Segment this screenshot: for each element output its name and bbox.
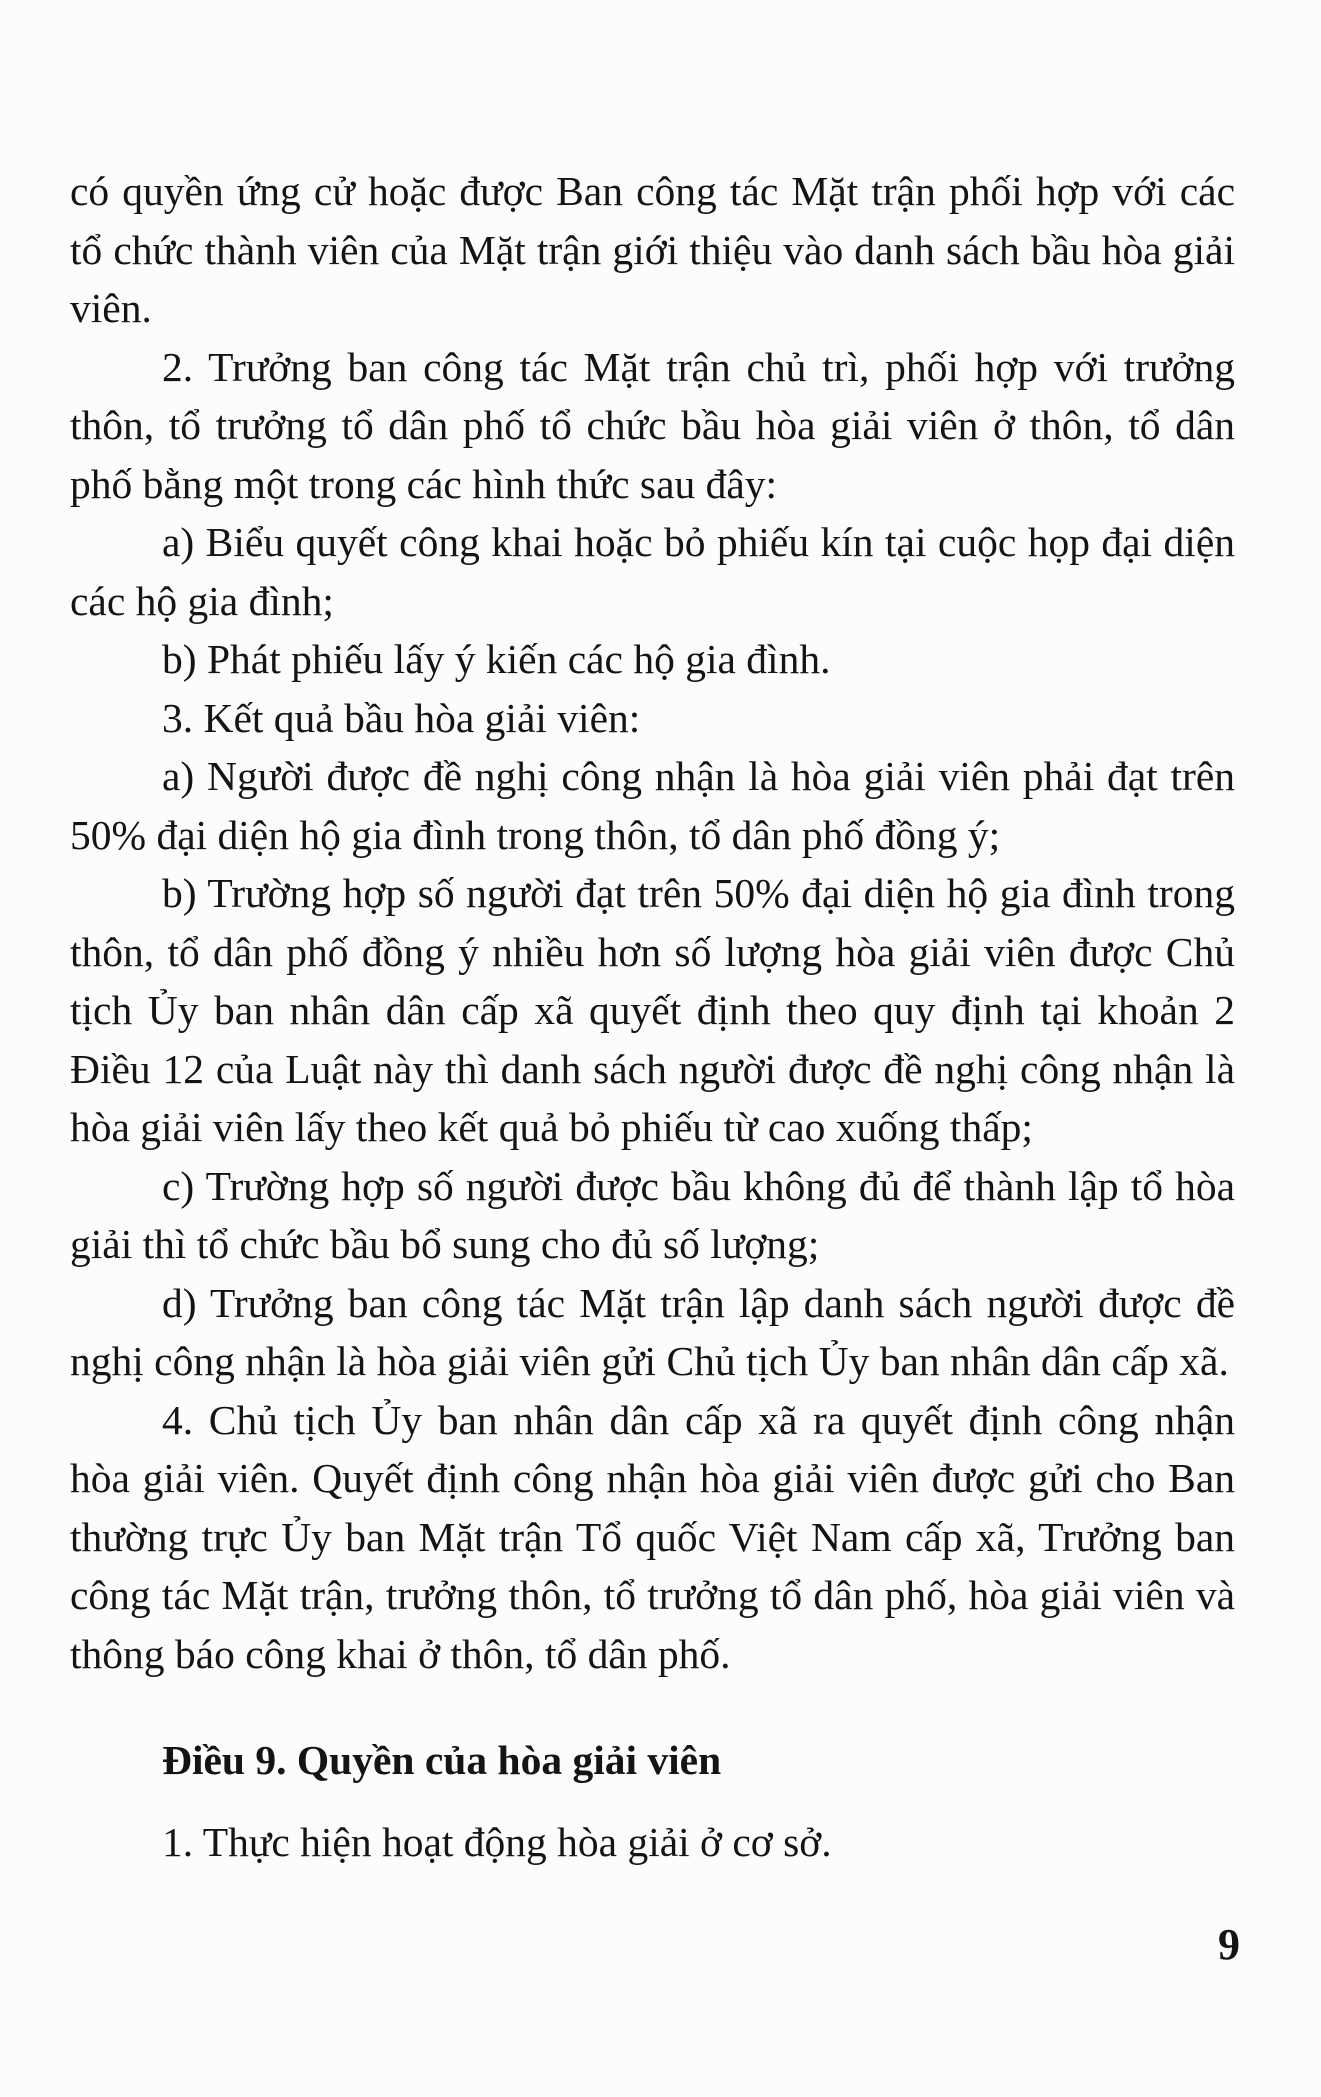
body-text bbox=[70, 162, 1235, 1683]
clause-3b: b) Trường hợp số người đạt trên 50% đại diện hộ gia đình trong thôn, tổ dân phố đồng ý nhiều hơn số lượng hòa giải viên được Chủ tịch Ủy ban nhân dân cấp xã quyết định theo quy định tại khoản 2 Điều 12 của Luật này thì danh sách người được đề nghị công nhận là hòa giải viên lấy theo kết quả bỏ phiếu từ cao xuống thấp; bbox=[70, 870, 1235, 1150]
paragraph-continuation: có quyền ứng cử hoặc được Ban công tác Mặt trận phối hợp với các tổ chức thành viên của Mặt trận giới thiệu vào danh sách bầu hòa giải viên. bbox=[70, 168, 1235, 331]
clause-2a: a) Biểu quyết công khai hoặc bỏ phiếu kín tại cuộc họp đại diện các hộ gia đình; bbox=[70, 519, 1235, 624]
article-clause-1: 1. Thực hiện hoạt động hòa giải ở cơ sở. bbox=[162, 1818, 832, 1865]
clause-2: 2. Trưởng ban công tác Mặt trận chủ trì, phối hợp với trưởng thôn, tổ trưởng tổ dân phố tổ chức bầu hòa giải viên ở thôn, tổ dân phố bằng một trong các hình thức sau đây: bbox=[70, 343, 1235, 507]
clause-3a: a) Người được đề nghị công nhận là hòa giải viên phải đạt trên 50% đại diện hộ gia đình trong thôn, tổ dân phố đồng ý; bbox=[70, 753, 1235, 858]
article-heading: Điều 9. Quyền của hòa giải viên bbox=[162, 1737, 722, 1783]
clause-3: 3. Kết quả bầu hòa giải viên: bbox=[162, 694, 641, 741]
clause-2b: b) Phát phiếu lấy ý kiến các hộ gia đình. bbox=[162, 636, 831, 682]
clause-3c: c) Trường hợp số người được bầu không đủ để thành lập tổ hòa giải thì tổ chức bầu bổ sung cho đủ số lượng; bbox=[70, 1162, 1235, 1267]
article-section bbox=[70, 1731, 1235, 1871]
clause-4: 4. Chủ tịch Ủy ban nhân dân cấp xã ra quyết định công nhận hòa giải viên. Quyết định công nhận hòa giải viên được gửi cho Ban thường trực Ủy ban Mặt trận Tổ quốc Việt Nam cấp xã, Trưởng ban công tác Mặt trận, trưởng thôn, tổ trưởng tổ dân phố, hòa giải viên và thông báo công khai ở thôn, tổ dân phố. bbox=[70, 1396, 1235, 1677]
clause-3d: d) Trưởng ban công tác Mặt trận lập danh sách người được đề nghị công nhận là hòa giải viên gửi Chủ tịch Ủy ban nhân dân cấp xã. bbox=[70, 1279, 1235, 1384]
page-number: 9 bbox=[1218, 1920, 1240, 1969]
